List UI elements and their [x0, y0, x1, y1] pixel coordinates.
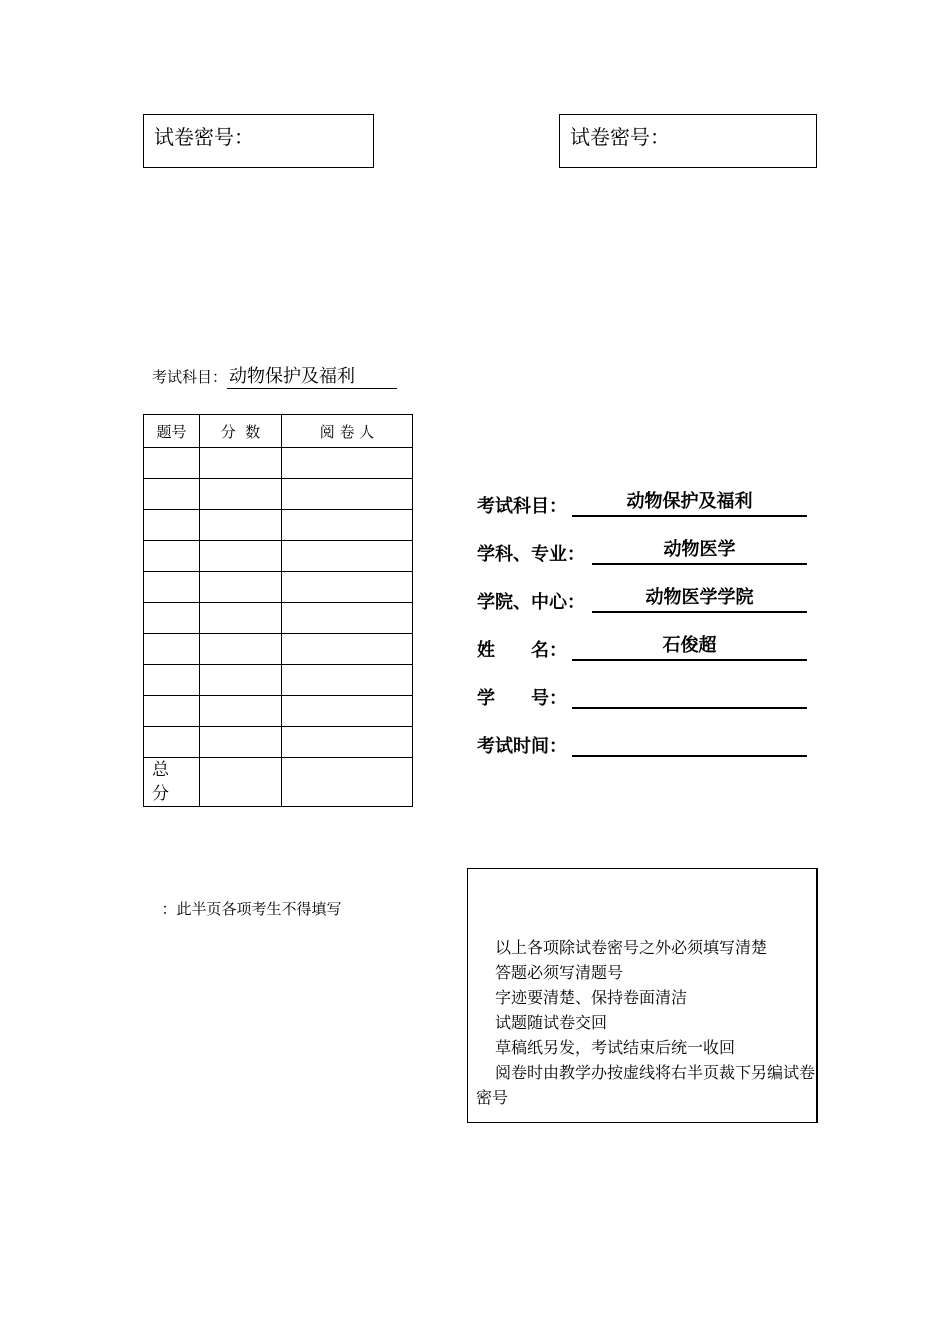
table-cell[interactable]	[144, 634, 200, 665]
table-row	[144, 634, 413, 665]
table-cell[interactable]	[282, 665, 413, 696]
table-row	[144, 696, 413, 727]
table-cell[interactable]	[144, 448, 200, 479]
table-cell[interactable]	[200, 572, 282, 603]
score-table	[143, 414, 413, 807]
table-cell[interactable]	[200, 696, 282, 727]
notice-item: 以上各项除试卷密号之外必须填写清楚	[495, 938, 768, 957]
notice-item: 草稿纸另发，考试结束后统一收回	[495, 1038, 736, 1057]
table-cell[interactable]	[200, 634, 282, 665]
table-row	[144, 448, 413, 479]
field-label: 考试时间：	[477, 736, 567, 757]
seal-number-label-left: 试卷密号：	[154, 125, 254, 149]
field-label: 学 号：	[477, 688, 567, 709]
table-cell[interactable]	[144, 665, 200, 696]
table-cell[interactable]	[144, 572, 200, 603]
table-row	[144, 510, 413, 541]
field-row	[477, 587, 754, 614]
table-row	[144, 603, 413, 634]
table-row	[144, 727, 413, 758]
table-cell[interactable]	[200, 603, 282, 634]
table-cell[interactable]	[282, 696, 413, 727]
table-cell[interactable]	[282, 634, 413, 665]
field-row	[477, 539, 736, 566]
table-cell[interactable]	[200, 479, 282, 510]
total-label: 总分	[152, 760, 169, 804]
table-cell[interactable]	[144, 510, 200, 541]
left-subject	[152, 366, 397, 389]
total-cell[interactable]	[282, 758, 413, 807]
field-value[interactable]	[572, 729, 807, 757]
left-subject-label: 考试科目：	[152, 368, 228, 386]
notice-list	[476, 935, 816, 1110]
field-value[interactable]: 动物医学	[592, 537, 807, 565]
field-row	[477, 684, 567, 710]
table-cell[interactable]	[144, 479, 200, 510]
table-cell[interactable]	[144, 696, 200, 727]
field-row	[477, 491, 753, 518]
field-label: 学科、专业：	[477, 544, 585, 565]
field-value[interactable]: 动物医学学院	[592, 585, 807, 613]
table-cell[interactable]	[282, 448, 413, 479]
notice-box	[467, 868, 818, 1123]
table-cell[interactable]	[282, 572, 413, 603]
notice-item: 答题必须写清题号	[495, 963, 624, 982]
field-label: 考试科目：	[477, 496, 567, 517]
table-cell[interactable]	[200, 541, 282, 572]
seal-number-label-right: 试卷密号：	[570, 125, 670, 149]
table-cell[interactable]	[200, 510, 282, 541]
score-table-header	[144, 415, 413, 448]
table-row	[144, 479, 413, 510]
total-label-cell	[144, 758, 200, 807]
notice-item: 字迹要清楚、保持卷面清洁	[495, 988, 688, 1007]
table-cell[interactable]	[200, 665, 282, 696]
header-question-no: 题号	[144, 415, 200, 448]
field-value[interactable]: 石俊超	[572, 633, 807, 661]
table-cell[interactable]	[144, 603, 200, 634]
seal-number-box-left	[143, 114, 374, 168]
table-cell[interactable]	[282, 603, 413, 634]
notice-item: 阅卷时由教学办按虚线将右半页裁下另编试卷密号	[476, 1063, 816, 1107]
table-cell[interactable]	[282, 510, 413, 541]
left-note	[152, 898, 342, 919]
total-cell[interactable]	[200, 758, 282, 807]
field-row	[477, 732, 567, 758]
header-score: 分 数	[200, 415, 282, 448]
seal-number-box-right	[559, 114, 817, 168]
field-value[interactable]	[572, 681, 807, 709]
header-grader: 阅 卷 人	[282, 415, 413, 448]
table-cell[interactable]	[282, 727, 413, 758]
notice-item: 试题随试卷交回	[495, 1013, 608, 1032]
table-cell[interactable]	[200, 727, 282, 758]
table-cell[interactable]	[282, 541, 413, 572]
table-row	[144, 572, 413, 603]
field-row	[477, 635, 717, 662]
field-value[interactable]: 动物保护及福利	[572, 489, 807, 517]
left-note-text: ：此半页各项考生不得填写	[152, 900, 342, 918]
table-cell[interactable]	[144, 727, 200, 758]
table-cell[interactable]	[200, 448, 282, 479]
left-subject-value: 动物保护及福利	[227, 366, 397, 389]
table-row	[144, 665, 413, 696]
field-label: 姓 名：	[477, 640, 567, 661]
table-row	[144, 541, 413, 572]
table-row-total	[144, 758, 413, 807]
field-label: 学院、中心：	[477, 592, 585, 613]
table-cell[interactable]	[144, 541, 200, 572]
table-cell[interactable]	[282, 479, 413, 510]
